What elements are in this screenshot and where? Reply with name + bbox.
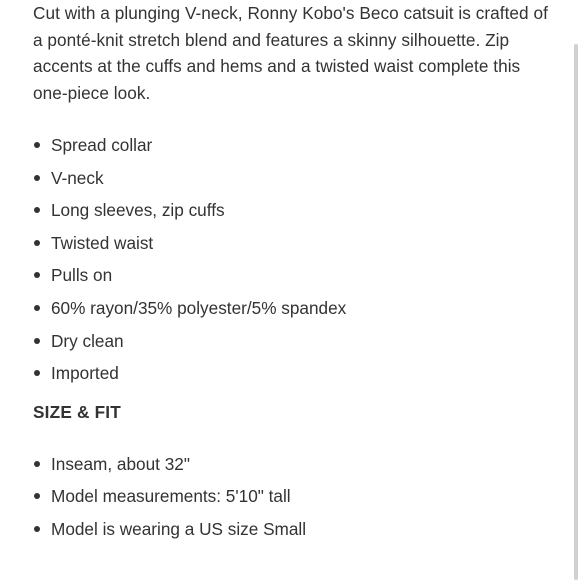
list-item-text: Long sleeves, zip cuffs	[51, 200, 225, 221]
scrollbar[interactable]	[570, 0, 580, 580]
list-item-text: Pulls on	[51, 265, 113, 286]
bullet-icon	[34, 305, 40, 311]
list-item	[33, 298, 553, 331]
bullet-icon	[34, 493, 40, 499]
bullet-icon	[34, 526, 40, 532]
product-details	[33, 0, 553, 552]
list-item	[33, 168, 553, 201]
scrollbar-thumb[interactable]	[574, 44, 578, 580]
bullet-icon	[34, 240, 40, 246]
list-item-text: Model measurements: 5'10" tall	[51, 486, 291, 507]
list-item-text: V-neck	[51, 167, 104, 188]
size-fit-heading: SIZE & FIT	[33, 401, 121, 422]
list-item	[33, 265, 553, 298]
list-item-text: Model is wearing a US size Small	[51, 518, 307, 539]
list-item-text: Twisted waist	[51, 232, 154, 253]
size-fit-list	[33, 454, 553, 552]
bullet-icon	[34, 272, 40, 278]
list-item	[33, 454, 553, 487]
bullet-icon	[34, 338, 40, 344]
bullet-icon	[34, 207, 40, 213]
list-item	[33, 363, 553, 396]
list-item-text: Dry clean	[51, 330, 124, 351]
list-item-text: Inseam, about 32"	[51, 453, 190, 474]
product-description: Cut with a plunging V-neck, Ronny Kobo's Beco catsuit is crafted of a ponté-knit stretch blend and features a skinny silhouette. Zip accents at the cuffs and hems and a twisted waist complete this one-piece look.	[33, 3, 548, 103]
list-item-text: 60% rayon/35% polyester/5% spandex	[51, 297, 347, 318]
list-item	[33, 233, 553, 266]
feature-list	[33, 135, 553, 396]
bullet-icon	[34, 370, 40, 376]
bullet-icon	[34, 175, 40, 181]
list-item	[33, 519, 553, 552]
bullet-icon	[34, 142, 40, 148]
list-item	[33, 200, 553, 233]
list-item	[33, 486, 553, 519]
list-item-text: Spread collar	[51, 135, 153, 155]
bullet-icon	[34, 461, 40, 467]
list-item	[33, 331, 553, 364]
list-item-text: Imported	[51, 363, 119, 384]
list-item	[33, 135, 553, 168]
